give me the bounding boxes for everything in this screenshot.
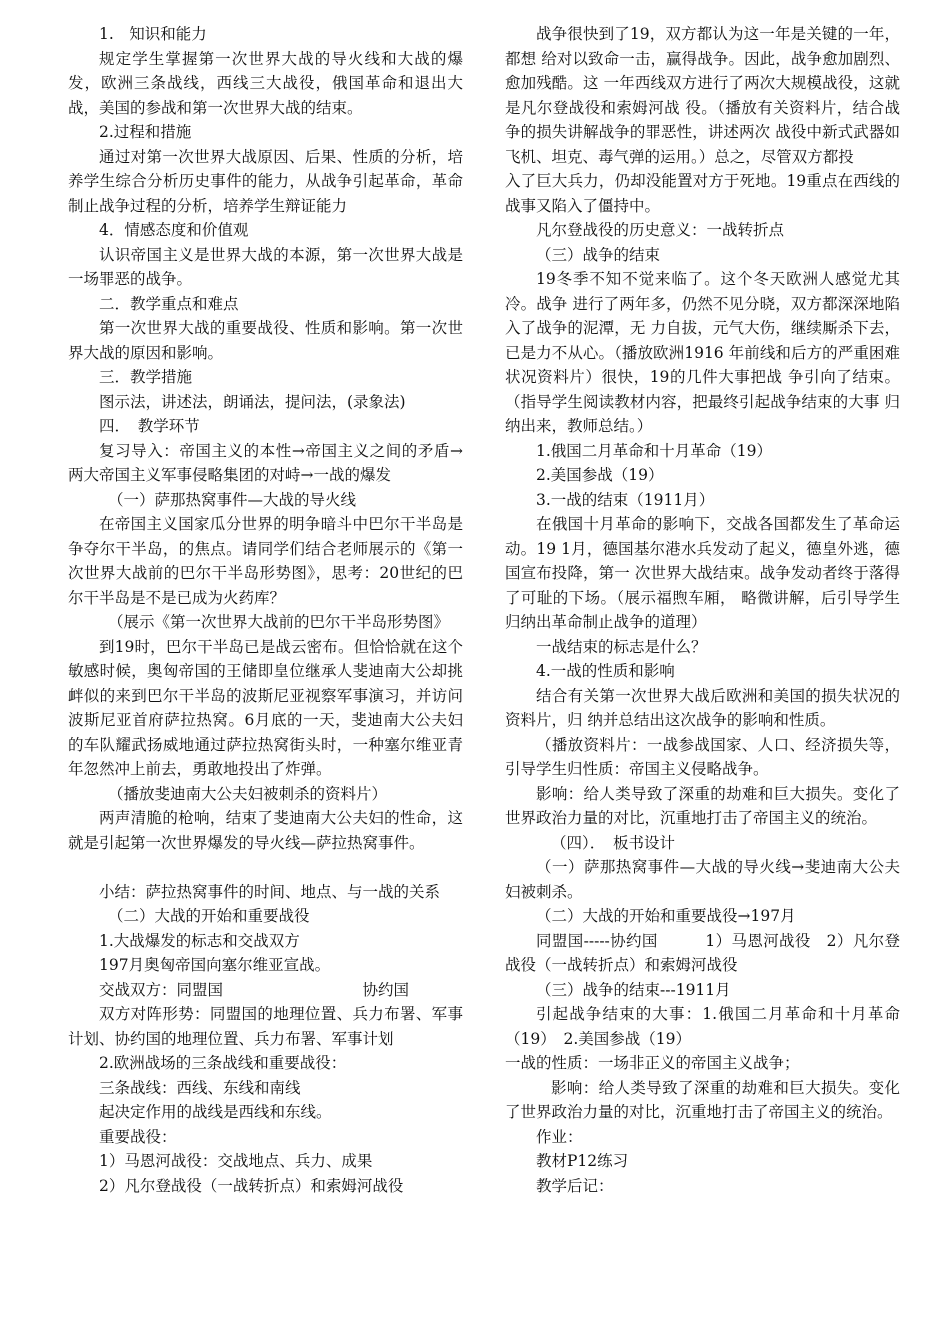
list-item-us-entry: 2.美国参战（19） — [536, 466, 664, 484]
paragraph-losses: 结合有关第一次世界大战后欧洲和美国的损失状况的资料片，归 纳并总结出这次战争的影响和性质。 — [505, 686, 900, 729]
paragraph-attitude: 认识帝国主义是世界大战的本源，第一次世界大战是一场罪恶的战争。 — [68, 245, 463, 288]
blank-line — [68, 855, 463, 880]
board-item-war-start: （二）大战的开始和重要战役→197月 — [536, 907, 796, 925]
paragraph-key-year: 战争很快到了19，双方都认为这一年是关键的一年，都想 给对以致命一击，赢得战争。因此，战争愈加剧烈、愈加残酷。这 一年西线双方进行了两次大规模战役，这就是凡尔登战役和索姆河战 役。（播放有关资料片，结合战争的损失讲解战争的罪恶性，讲述两次 战役中新式武器如飞机、坦克、毒气弹的运用。）总之，尽管双方都投 — [505, 25, 900, 166]
right-column — [505, 22, 900, 1198]
heading-nature-impact: 4.一战的性质和影响 — [536, 662, 675, 680]
paragraph-review-intro: 复习导入：帝国主义的本性→帝国主义之间的矛盾→两大帝国主义军事侵略集团的对峙→一战的爆发 — [68, 441, 463, 484]
paragraph-belligerents: 交战双方：同盟国 协约国 — [99, 980, 410, 999]
paragraph-declaration: 197月奥匈帝国向塞尔维亚宣战。 — [99, 956, 331, 974]
heading-process: 2.过程和措施 — [99, 123, 192, 141]
heading-war-start: （二）大战的开始和重要战役 — [108, 907, 310, 925]
list-item-russian-revolution: 1.俄国二月革命和十月革命（19） — [536, 441, 773, 460]
heading-homework: 作业： — [536, 1127, 583, 1146]
paragraph-stalemate: 入了巨大兵力，仍却没能置对方于死地。19重点在西线的战事又陷入了僵持中。 — [505, 172, 900, 215]
heading-important-battles: 重要战役： — [99, 1127, 177, 1146]
heading-board-design: （四）． 板书设计 — [551, 833, 676, 852]
paragraph-process: 通过对第一次世界大战原因、后果、性质的分析，培养学生综合分析历史事件的能力，从战争引起革命，革命制止战争过程的分析，培养学生辩证能力 — [68, 147, 463, 215]
heading-teaching-steps: 四． 教学环节 — [99, 417, 200, 435]
board-item-impact: 影响：给人类导致了深重的劫难和巨大损失。变化了世界政治力量的对比，沉重地打击了帝国主义的统治。 — [505, 1078, 900, 1121]
board-item-war-end: （三）战争的结束---1911月 — [536, 980, 731, 999]
paragraph-verdun-significance: 凡尔登战役的历史意义：一战转折点 — [536, 221, 785, 239]
paragraph-film-losses: （播放资料片：一战参战国家、人口、经济损失等，引导学生归性质：帝国主义侵略战争。 — [505, 735, 900, 778]
paragraph-impact: 影响：给人类导致了深重的劫难和巨大损失。变化了世界政治力量的对比，沉重地打击了帝国主义的统治。 — [505, 784, 900, 827]
paragraph-gunshots: 两声清脆的枪响，结束了斐迪南大公夫妇的性命，这就是引起第一次世界爆发的导火线—萨拉热窝事件。 — [68, 809, 463, 852]
heading-knowledge: 1. 知识和能力 — [99, 25, 207, 43]
paragraph-ferdinand: 到19时，巴尔干半岛已是战云密布。但恰恰就在这个敏感时候，奥匈帝国的王储即皇位继承人斐迪南大公却挑衅似的来到巴尔干半岛的波斯尼亚视察军事演习，并访问波斯尼亚首府萨拉热窝。6月底的一天，斐迪南大公夫妇的车队耀武扬威地通过萨拉热窝街头时，一种塞尔维亚青年忽然冲上前去，勇敢地投出了炸弹。 — [68, 637, 463, 778]
left-column — [68, 22, 463, 1198]
heading-war-end: （三）战争的结束 — [536, 245, 661, 264]
paragraph-three-fronts: 三条战线：西线、东线和南线 — [99, 1078, 301, 1097]
board-item-end-events: 引起战争结束的大事：1.俄国二月革命和十月革命（19） 2.美国参战（19） — [505, 1005, 900, 1048]
paragraph-decisive-fronts: 起决定作用的战线是西线和东线。 — [99, 1103, 332, 1121]
list-item-marne: 1）马恩河战役：交战地点、兵力、成果 — [99, 1152, 373, 1170]
heading-sarajevo: （一）萨那热窝事件—大战的导火线 — [108, 490, 357, 509]
paragraph-summary: 小结：萨拉热窝事件的时间、地点、与一战的关系 — [99, 882, 441, 901]
list-item-war-end: 3.一战的结束（1911月） — [536, 490, 715, 509]
heading-measures: 三．教学措施 — [99, 368, 193, 386]
board-item-nature: 一战的性质：一场非正义的帝国主义战争； — [505, 1054, 800, 1072]
paragraph-situation: 双方对阵形势：同盟国的地理位置、兵力布署、军事计划、协约国的地理位置、兵力布署、军事计划 — [68, 1005, 463, 1048]
paragraph-measures: 图示法，讲述法，朗诵法，提问法，(录象法) — [99, 392, 406, 411]
heading-afterword: 教学后记： — [536, 1176, 614, 1195]
heading-fronts: 2.欧洲战场的三条战线和重要战役： — [99, 1054, 347, 1072]
paragraph-knowledge: 规定学生掌握第一次世界大战的导火线和大战的爆发，欧洲三条战线，西线三大战役，俄国革命和退出大战，美国的参战和第一次世界大战的结束。 — [68, 49, 463, 117]
paragraph-balkans: 在帝国主义国家瓜分世界的明争暗斗中巴尔干半岛是争夺尔干半岛，的焦点。请同学们结合老师展示的《第一次世界大战前的巴尔干半岛形势图》，思考：20世纪的巴尔干半岛是不是已成为火药库？ — [68, 515, 463, 607]
board-item-alliances: 同盟国-----协约国 1）马恩河战役 2）凡尔登战役（一战转折点）和索姆河战役 — [505, 931, 900, 974]
board-item-sarajevo: （一）萨那热窝事件—大战的导火线→斐迪南大公夫妇被刺杀。 — [505, 858, 900, 901]
heading-key-points: 二．教学重点和难点 — [99, 294, 239, 313]
paragraph-winter: 19冬季不知不觉来临了。这个冬天欧洲人感觉尤其冷。战争 进行了两年多，仍然不见分晓，双方都深深地陷入了战争的泥潭，无 力自拔，元气大伤，继续厮杀下去，已是力不从心。（播放欧洲1916 年前线和后方的严重困难状况资料片）很快，19的几件大事把战 争引向了结束。（指导学生阅读教材内容，把最终引起战争结束的大事 归纳出来，教师总结。） — [505, 270, 900, 435]
heading-attitude: 4．情感态度和价值观 — [99, 221, 249, 239]
paragraph-key-points: 第一次世界大战的重要战役、性质和影响。第一次世界大战的原因和影响。 — [68, 319, 463, 362]
paragraph-end-question: 一战结束的标志是什么？ — [536, 637, 707, 656]
paragraph-homework: 教材P12练习 — [536, 1152, 629, 1170]
list-item-verdun: 2）凡尔登战役（一战转折点）和索姆河战役 — [99, 1176, 404, 1195]
heading-outbreak-sides: 1.大战爆发的标志和交战双方 — [99, 931, 300, 950]
paragraph-revolutions: 在俄国十月革命的影响下，交战各国都发生了革命运动。19 1月，德国基尔港水兵发动了起义，德皇外逃，德国宣布投降，第一 次世界大战结束。战争发动者终于落得了可耻的下场。（展示福煦车厢， 略微讲解，后引导学生归纳出革命制止战争的道理） — [505, 515, 900, 631]
paragraph-map-display: （展示《第一次世界大战前的巴尔干半岛形势图》 — [108, 613, 450, 631]
paragraph-film-assassination: （播放斐迪南大公夫妇被刺杀的资料片） — [108, 784, 388, 803]
